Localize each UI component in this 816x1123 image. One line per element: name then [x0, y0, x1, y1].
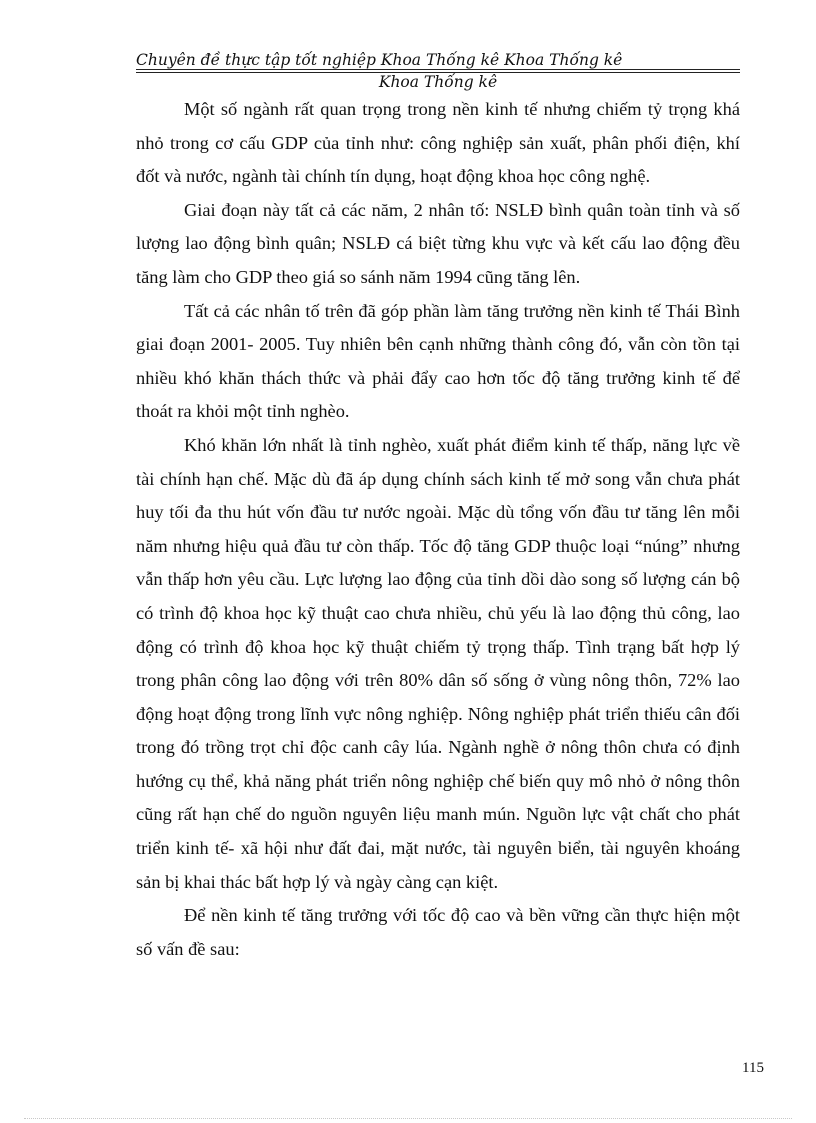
- body-text: [136, 93, 740, 966]
- paragraph: Một số ngành rất quan trọng trong nền kinh tế nhưng chiếm tỷ trọng khá nhỏ trong cơ cấu GDP của tỉnh như: công nghiệp sản xuất, phân phối điện, khí đốt và nước, ngành tài chính tín dụng, hoạt động khoa học công nghệ.: [136, 99, 740, 187]
- paragraph: Khó khăn lớn nhất là tỉnh nghèo, xuất phát điểm kinh tế thấp, năng lực về tài chính hạn chế. Mặc dù đã áp dụng chính sách kinh tế mở song vẫn chưa phát huy tối đa thu hút vốn đầu tư nước ngoài. Mặc dù tổng vốn đầu tư tăng lên mỗi năm nhưng hiệu quả đầu tư còn thấp. Tốc độ tăng GDP thuộc loại “núng” nhưng vẫn thấp hơn yêu cầu. Lực lượng lao động của tỉnh dồi dào song số lượng cán bộ có trình độ khoa học kỹ thuật cao chưa nhiều, chủ yếu là lao động thủ công, lao động có trình độ khoa học kỹ thuật chiếm tỷ trọng thấp. Tình trạng bất hợp lý trong phân công lao động với trên 80% dân số sống ở vùng nông thôn, 72% lao động hoạt động trong lĩnh vực nông nghiệp. Nông nghiệp phát triển thiếu cân đối trong đó trồng trọt chỉ độc canh cây lúa. Ngành nghề ở nông thôn chưa có định hướng cụ thể, khả năng phát triển nông nghiệp chế biến quy mô nhỏ ở nông thôn cũng rất hạn chế do nguồn nguyên liệu manh mún. Nguồn lực vật chất cho phát triển kinh tế- xã hội như đất đai, mặt nước, tài nguyên biển, tài nguyên khoáng sản bị khai thác bất hợp lý và ngày càng cạn kiệt.: [136, 434, 740, 892]
- footer-divider: [24, 1118, 792, 1119]
- paragraph: Tất cả các nhân tố trên đã góp phần làm tăng trưởng nền kinh tế Thái Bình giai đoạn 2001- 2005. Tuy nhiên bên cạnh những thành công đó, vẫn còn tồn tại nhiều khó khăn thách thức và phải đẩy cao hơn tốc độ tăng trưởng kinh tế để thoát ra khỏi một tỉnh nghèo.: [136, 300, 740, 422]
- running-header-subtitle: Khoa Thống kê: [378, 73, 498, 91]
- running-header: Chuyên đề thực tập tốt nghiệp Khoa Thống kê Khoa Thống kê: [136, 51, 623, 69]
- paragraph: Để nền kinh tế tăng trưởng với tốc độ cao và bền vững cần thực hiện một số vấn đề sau:: [136, 905, 740, 959]
- paragraph: Giai đoạn này tất cả các năm, 2 nhân tố: NSLĐ bình quân toàn tỉnh và số lượng lao động bình quân; NSLĐ cá biệt từng khu vực và kết cấu lao động đều tăng làm cho GDP theo giá so sánh năm 1994 cũng tăng lên.: [136, 199, 740, 287]
- header-rule-top: [136, 69, 740, 70]
- page-number: 115: [742, 1060, 764, 1076]
